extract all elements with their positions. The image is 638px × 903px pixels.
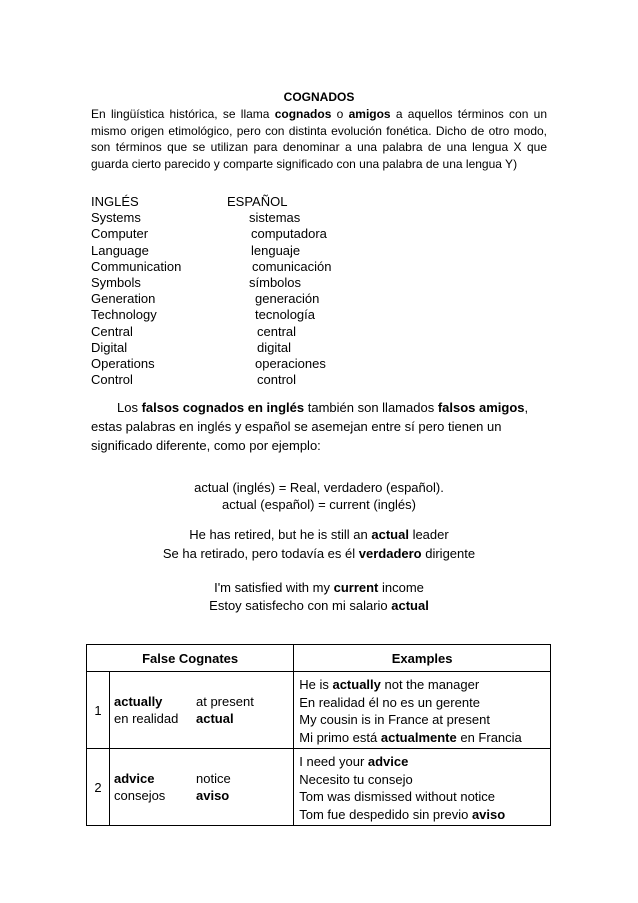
spanish-word: sistemas (249, 210, 301, 226)
english-equivalent: at present (196, 694, 254, 709)
english-word: Technology (91, 307, 157, 323)
document-title: COGNADOS (283, 90, 355, 104)
examples-cell (294, 749, 551, 826)
spanish-word: lenguaje (251, 242, 301, 258)
spanish-word: tecnología (255, 307, 315, 323)
english-word: Symbols (91, 274, 141, 290)
row-number: 2 (87, 749, 110, 826)
cognate-pair-cell (110, 672, 294, 749)
example-line: I need your advice (299, 754, 409, 769)
header-ingles: INGLÉS (91, 194, 139, 209)
example-sentence-1: He has retired, but he is still an actual leader (189, 527, 449, 542)
table-header-row (87, 645, 551, 672)
english-equivalent: notice (196, 771, 231, 786)
example-sentence-3: I'm satisfied with my current income (214, 580, 424, 595)
example-sentence-4: Estoy satisfecho con mi salario actual (209, 598, 429, 613)
example-line: Necesito tu consejo (299, 771, 413, 787)
example-line: Mi primo está actualmente en Francia (299, 729, 522, 745)
english-word: Control (91, 372, 133, 388)
english-false-cognate: actually (114, 694, 163, 709)
equivalence-line-2: actual (español) = current (inglés) (221, 497, 416, 512)
english-word: Systems (91, 210, 141, 226)
english-word: Language (91, 242, 149, 258)
english-word: Generation (91, 291, 156, 307)
example-line: Tom was dismissed without notice (299, 789, 496, 804)
row-number: 1 (87, 672, 110, 749)
header-espanol: ESPAÑOL (227, 194, 288, 209)
spanish-word: computadora (251, 226, 327, 242)
example-line: En realidad él no es un gerente (299, 694, 480, 710)
example-line: He is actually not the manager (299, 677, 480, 692)
header-examples: Examples (294, 645, 551, 672)
spanish-word: control (257, 372, 297, 388)
spanish-word: digital (257, 339, 291, 355)
spanish-false-cognate: aviso (196, 788, 230, 803)
example-line: My cousin is in France at present (299, 712, 490, 727)
spanish-word: símbolos (249, 274, 302, 290)
table-row (87, 749, 551, 826)
english-word: Communication (91, 258, 182, 274)
spanish-word: comunicación (252, 258, 332, 274)
examples-cell (294, 672, 551, 749)
cognate-pair-cell (110, 749, 294, 826)
english-translation: en realidad (114, 711, 179, 726)
header-false-cognates: False Cognates (87, 645, 294, 672)
english-word: Central (91, 323, 133, 339)
spanish-word: central (257, 323, 297, 339)
falsos-cognados-paragraph (91, 398, 553, 455)
spanish-word: generación (255, 291, 320, 307)
table-row (87, 672, 551, 749)
intro-paragraph: En lingüística histórica, se llama cognados o amigos a aquellos términos con un mismo origen etimológico, pero con distinta evolución fonética. Dicho de otro modo, son términos que se utilizan para denominar a una palabra de una lengua X que guarda cierto parecido y comparte significado con una palabra de una lengua Y) (91, 107, 547, 171)
example-sentence-2: Se ha retirado, pero todavía es él verdadero dirigente (162, 546, 476, 561)
spanish-word: operaciones (255, 355, 326, 371)
falsos-cognados-text: Los falsos cognados en inglés también son llamados falsos amigos, estas palabras en inglés y español se asemejan entre sí pero tienen un significado diferente, como por ejemplo: (91, 400, 529, 453)
spanish-false-cognate: actual (196, 711, 234, 726)
english-word: Digital (91, 339, 128, 355)
english-translation: consejos (114, 788, 166, 803)
example-line: Tom fue despedido sin previo aviso (299, 806, 506, 822)
equivalence-line-1: actual (inglés) = Real, verdadero (español). (194, 480, 444, 495)
english-word: Computer (91, 226, 149, 242)
english-word: Operations (91, 355, 155, 371)
english-false-cognate: advice (114, 771, 155, 786)
false-cognates-table (86, 644, 551, 826)
